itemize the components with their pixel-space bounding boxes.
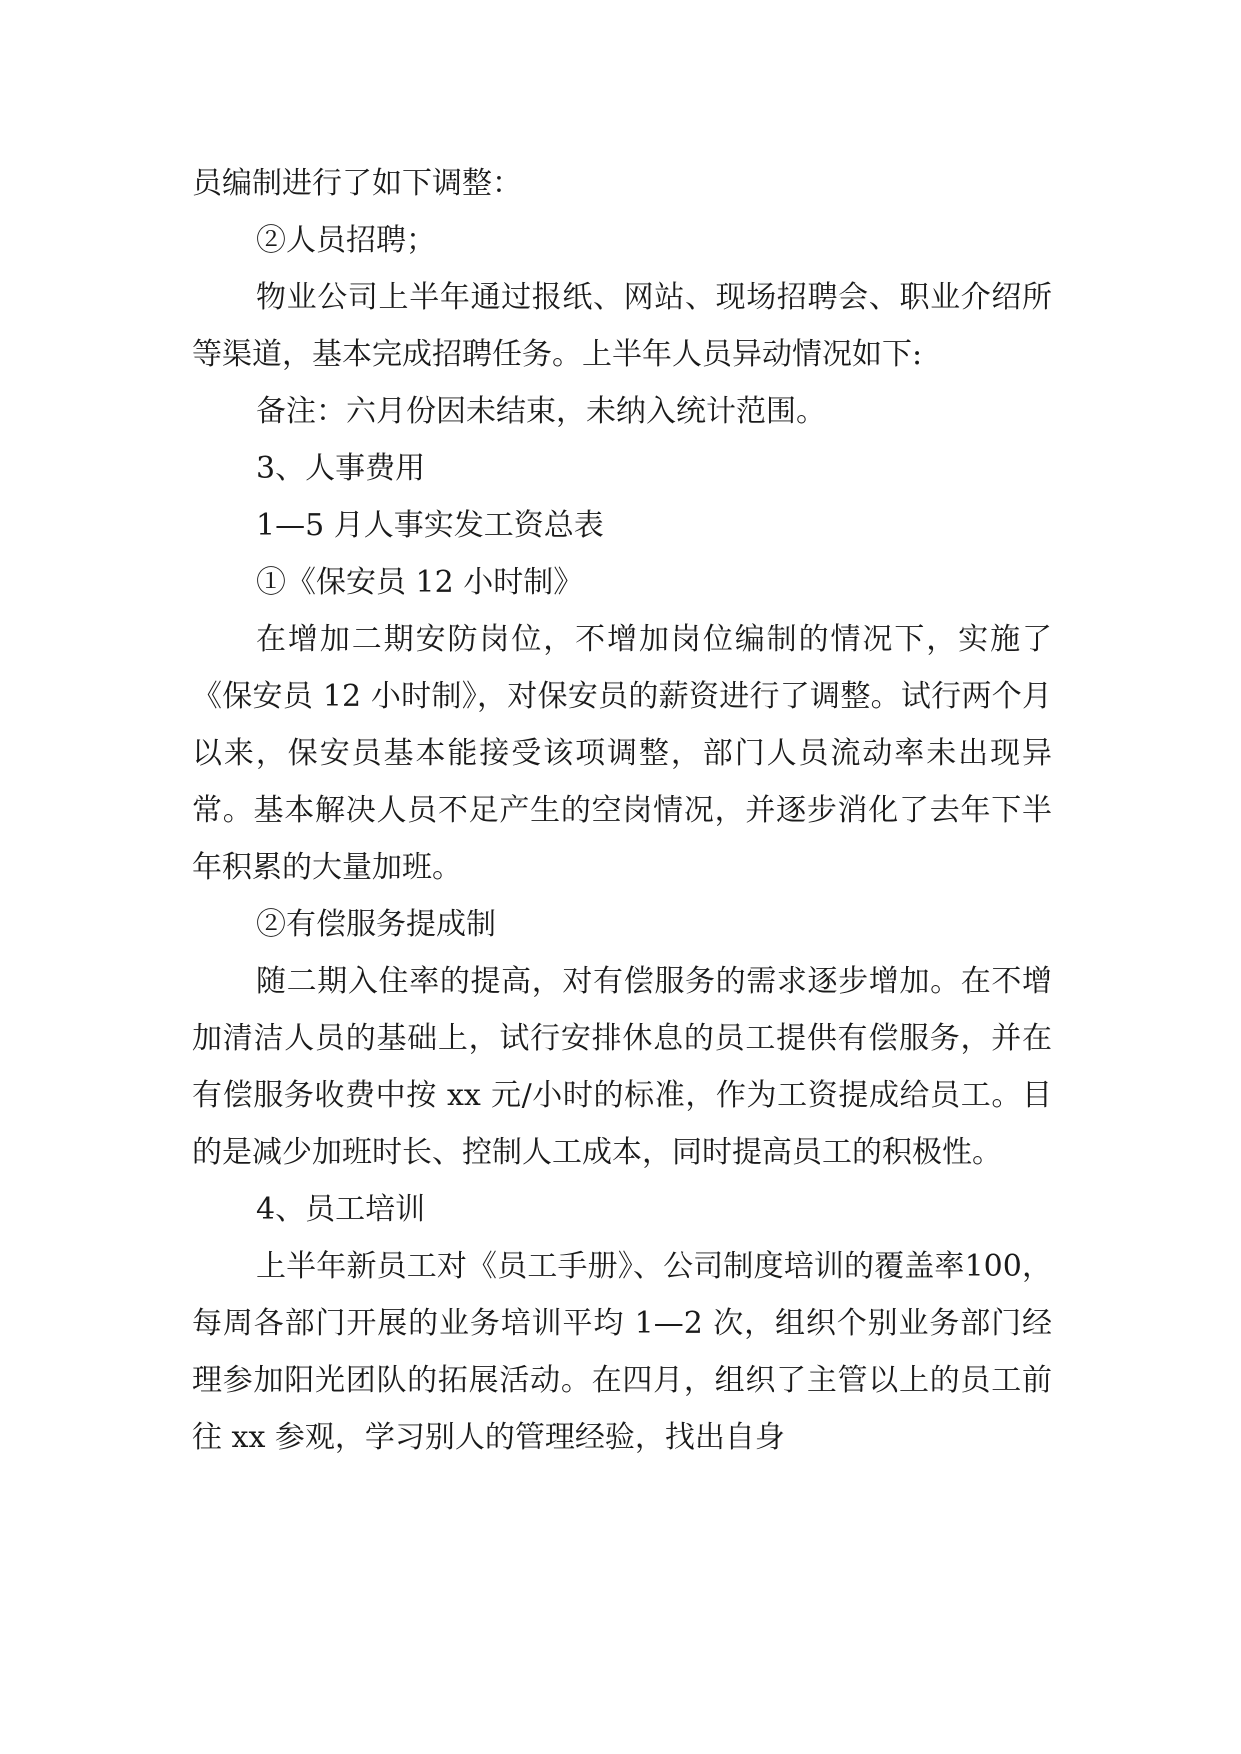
document-page [192, 155, 1052, 1466]
paragraph-paid-service: 随二期入住率的提高，对有偿服务的需求逐步增加。在不增加清洁人员的基础上，试行安排休息的员工提供有偿服务，并在有偿服务收费中按 xx 元/小时的标准，作为工资提成给员工。目的是减少加班时长、控制人工成本，同时提高员工的积极性。 [192, 964, 1052, 1170]
paragraph-note: 备注：六月份因未结束，未纳入统计范围。 [256, 394, 826, 429]
subheading-paid-service: ②有偿服务提成制 [256, 907, 496, 942]
heading-personnel-costs: 3、人事费用 [256, 451, 426, 486]
paragraph-recruitment: 物业公司上半年通过报纸、网站、现场招聘会、职业介绍所等渠道，基本完成招聘任务。上半年人员异动情况如下: [192, 280, 1052, 372]
paragraph-continuation: 员编制进行了如下调整： [192, 166, 522, 201]
paragraph-security-12h: 在增加二期安防岗位，不增加岗位编制的情况下，实施了《保安员 12 小时制》，对保安员的薪资进行了调整。试行两个月以来，保安员基本能接受该项调整，部门人员流动率未出现异常。基本解决人员不足产生的空岗情况，并逐步消化了去年下半年积累的大量加班。 [192, 622, 1052, 885]
paragraph-training: 上半年新员工对《员工手册》、公司制度培训的覆盖率100，每周各部门开展的业务培训平均 1—2 次，组织个别业务部门经理参加阳光团队的拓展活动。在四月，组织了主管以上的员工前往 xx 参观，学习别人的管理经验，找出自身 [192, 1249, 1052, 1455]
subheading-security-12h: ①《保安员 12 小时制》 [256, 565, 584, 600]
subheading-recruitment: ②人员招聘； [256, 223, 436, 258]
heading-training: 4、员工培训 [256, 1192, 426, 1227]
table-caption-salary: 1—5 月人事实发工资总表 [256, 508, 604, 543]
